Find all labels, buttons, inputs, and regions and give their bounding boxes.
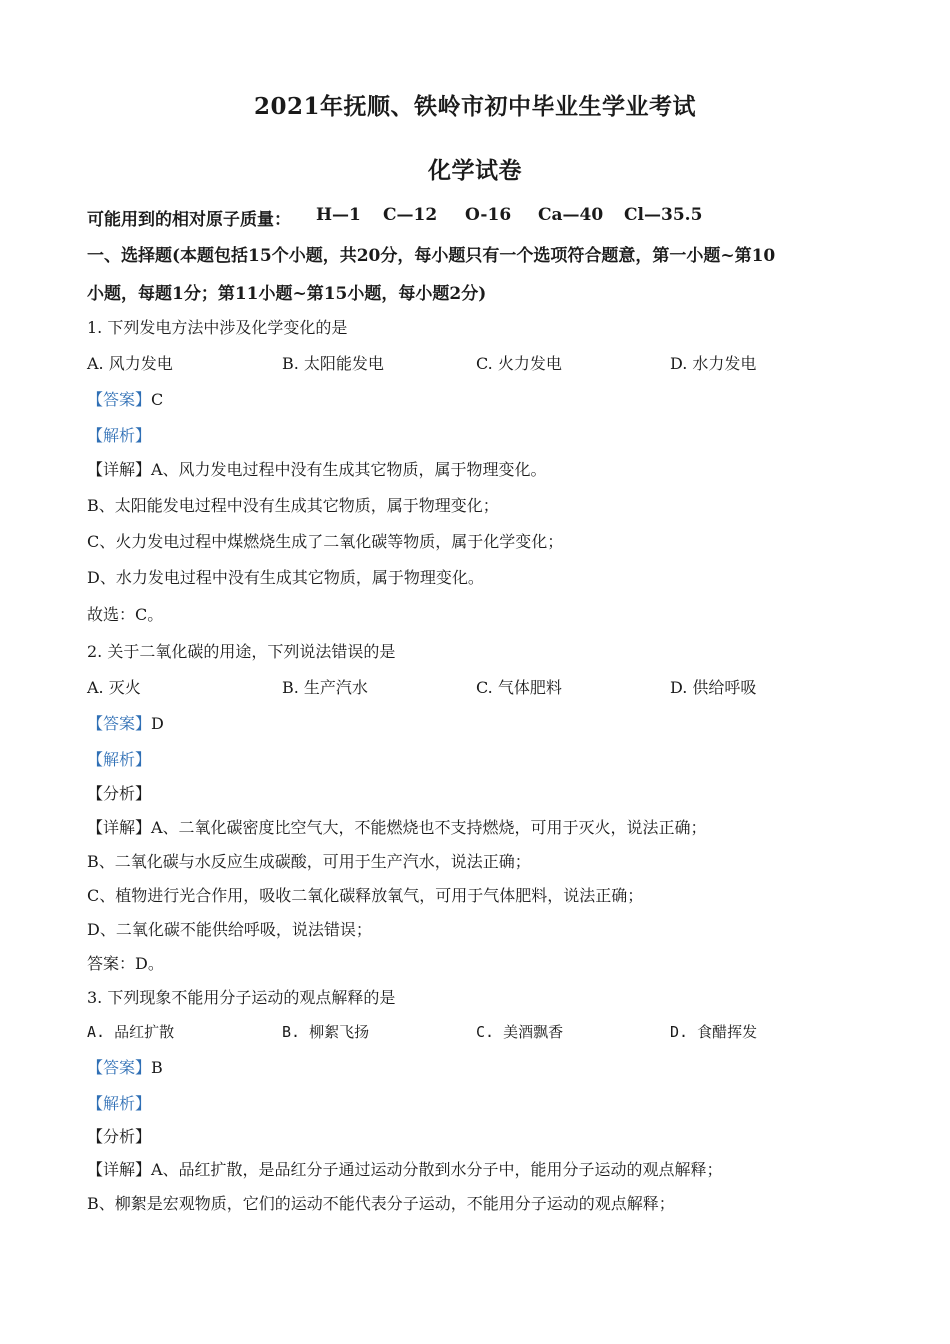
question-2-detail-1: 【详解】A、二氧化碳密度比空气大，不能燃烧也不支持燃烧，可用于灭火，说法正确；: [87, 818, 707, 837]
answer-tag: 【答案】: [87, 1058, 152, 1077]
option-d: D. 水力发电: [670, 354, 757, 373]
question-2-fenxi-tag: 【分析】: [87, 784, 152, 803]
option-b: B. 柳絮飞扬: [282, 1023, 370, 1041]
question-3-detail-1: 【详解】A、品红扩散，是品红分子通过运动分散到水分子中，能用分子运动的观点解释；: [87, 1160, 723, 1179]
atomic-mass-label: 可能用到的相对原子质量：: [87, 210, 291, 230]
answer-tag: 【答案】: [87, 390, 152, 409]
section-heading-line1: 一、选择题(本题包括15个小题，共20分，每小题只有一个选项符合题意，第一小题~第10: [87, 246, 776, 266]
question-1-stem: 1. 下列发电方法中涉及化学变化的是: [87, 318, 348, 337]
mass-o: O-16: [465, 205, 512, 225]
question-1-detail-3: C、火力发电过程中煤燃烧生成了二氧化碳等物质，属于化学变化；: [87, 532, 564, 551]
option-a: A. 风力发电: [87, 354, 173, 373]
mass-cl: Cl—35.5: [624, 205, 703, 225]
mass-h: H—1: [316, 205, 361, 225]
option-d: D. 食醋挥发: [670, 1023, 758, 1041]
question-3-answer: [87, 1055, 163, 1078]
question-2-analysis-tag: 【解析】: [87, 750, 152, 769]
option-c: C. 美酒飘香: [476, 1023, 564, 1041]
question-3-analysis-tag: 【解析】: [87, 1094, 152, 1113]
question-3-stem: 3. 下列现象不能用分子运动的观点解释的是: [87, 988, 396, 1007]
answer-tag: 【答案】: [87, 714, 152, 733]
answer-value: D: [151, 714, 164, 733]
answer-value: B: [151, 1058, 163, 1077]
question-2-detail-4: D、二氧化碳不能供给呼吸，说法错误；: [87, 920, 372, 939]
question-2-detail-2: B、二氧化碳与水反应生成碳酸，可用于生产汽水，说法正确；: [87, 852, 531, 871]
question-1-detail-4: D、水力发电过程中没有生成其它物质，属于物理变化。: [87, 568, 484, 587]
question-2-conclusion: 答案：D。: [87, 954, 164, 973]
section-heading-line2: 小题，每题1分；第11小题~第15小题，每小题2分): [87, 284, 487, 304]
question-3-fenxi-tag: 【分析】: [87, 1127, 152, 1146]
atomic-mass-line: [87, 205, 291, 230]
question-1-conclusion: 故选：C。: [87, 605, 164, 624]
question-2-stem: 2. 关于二氧化碳的用途，下列说法错误的是: [87, 642, 396, 661]
option-a: A. 品红扩散: [87, 1023, 175, 1041]
question-1-answer: [87, 387, 163, 410]
question-1-detail-1: 【详解】A、风力发电过程中没有生成其它物质，属于物理变化。: [87, 460, 547, 479]
question-3-detail-2: B、柳絮是宏观物质，它们的运动不能代表分子运动，不能用分子运动的观点解释；: [87, 1194, 675, 1213]
option-a: A. 灭火: [87, 678, 141, 697]
option-b: B. 生产汽水: [282, 678, 368, 697]
option-d: D. 供给呼吸: [670, 678, 757, 697]
option-c: C. 气体肥料: [476, 678, 562, 697]
mass-ca: Ca—40: [538, 205, 604, 225]
option-b: B. 太阳能发电: [282, 354, 384, 373]
question-1-analysis-tag: 【解析】: [87, 426, 152, 445]
mass-c: C—12: [383, 205, 438, 225]
page-subtitle: 化学试卷: [428, 157, 522, 184]
question-2-answer: [87, 711, 164, 734]
question-2-detail-3: C、植物进行光合作用，吸收二氧化碳释放氧气，可用于气体肥料，说法正确；: [87, 886, 644, 905]
option-c: C. 火力发电: [476, 354, 562, 373]
page-title: 2021年抚顺、铁岭市初中毕业生学业考试: [253, 93, 696, 120]
question-1-detail-2: B、太阳能发电过程中没有生成其它物质，属于物理变化；: [87, 496, 499, 515]
answer-value: C: [151, 390, 164, 409]
